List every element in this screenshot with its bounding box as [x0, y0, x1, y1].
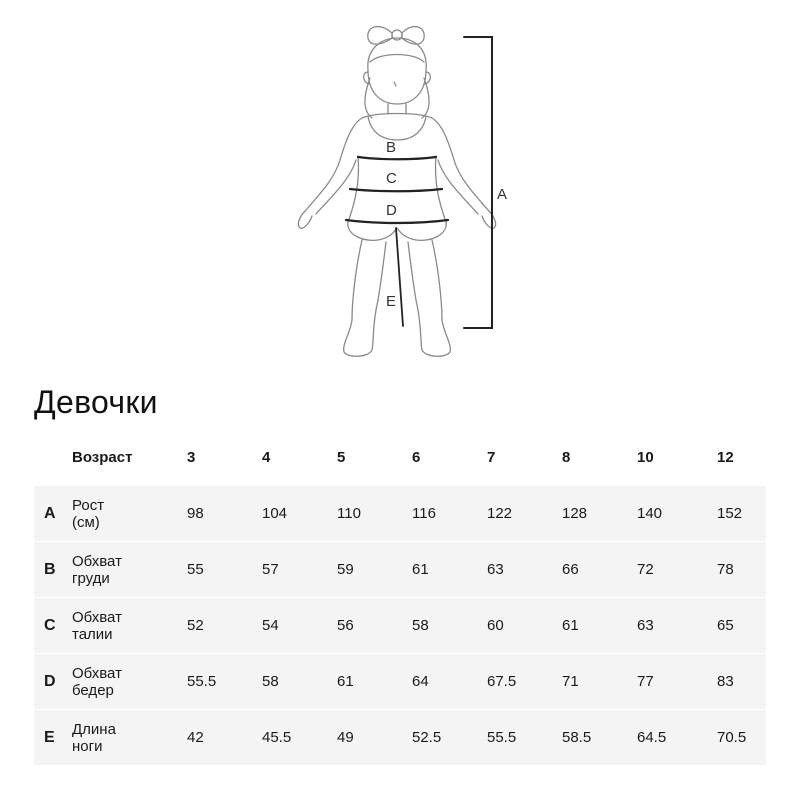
header-age-cell: 10	[637, 448, 654, 466]
neck	[388, 104, 406, 114]
figure-label-a: A	[497, 186, 508, 203]
table-cell: 122	[487, 505, 513, 522]
table-cell: 52	[187, 617, 204, 634]
header-age-cell: 3	[187, 448, 196, 466]
right-leg	[408, 240, 450, 356]
table-cell: 64	[412, 673, 429, 690]
height-bracket	[464, 37, 492, 328]
figure-label-d: D	[386, 202, 397, 219]
figure-label-c: C	[386, 170, 397, 187]
row-letter: E	[44, 728, 55, 746]
size-table	[34, 430, 766, 766]
table-cell: 58.5	[562, 729, 592, 746]
figure-label-e: E	[386, 293, 397, 310]
nose	[394, 82, 396, 86]
table-cell: 58	[412, 617, 429, 634]
right-arm-inner	[438, 160, 478, 214]
table-cell: 152	[717, 505, 743, 522]
table-cell: 63	[637, 617, 654, 634]
table-header-row	[34, 430, 766, 484]
table-cell: 72	[637, 561, 654, 578]
row-label: Обхват груди	[72, 552, 122, 587]
table-cell: 57	[262, 561, 279, 578]
hair-line	[370, 55, 424, 63]
table-cell: 104	[262, 505, 288, 522]
left-leg	[344, 240, 386, 356]
table-cell: 61	[562, 617, 579, 634]
table-cell: 60	[487, 617, 504, 634]
table-cell: 65	[717, 617, 734, 634]
table-cell: 116	[412, 505, 436, 522]
right-arm-outer	[432, 118, 496, 228]
row-letter: A	[44, 504, 56, 522]
header-age-cell: 8	[562, 448, 571, 466]
hair-right	[422, 78, 429, 118]
table-cell: 64.5	[637, 729, 667, 746]
table-cell: 78	[717, 561, 734, 578]
header-age-cell: 5	[337, 448, 346, 466]
table-cell: 61	[337, 673, 354, 690]
table-cell: 42	[187, 729, 204, 746]
table-cell: 77	[637, 673, 654, 690]
table-cell: 83	[717, 673, 734, 690]
table-cell: 49	[337, 729, 354, 746]
row-label: Обхват бедер	[72, 664, 122, 699]
measurement-figure	[0, 0, 800, 370]
table-cell: 128	[562, 505, 588, 522]
table-row	[34, 654, 766, 709]
table-cell: 59	[337, 561, 354, 578]
table-cell: 98	[187, 505, 204, 522]
table-cell: 61	[412, 561, 429, 578]
table-cell: 55.5	[187, 673, 217, 690]
left-arm-inner	[316, 160, 356, 214]
row-label: Рост (см)	[72, 496, 105, 531]
header-age-cell: 4	[262, 448, 271, 466]
row-letter: D	[44, 672, 56, 690]
header-age-label: Возраст	[72, 448, 133, 466]
table-cell: 66	[562, 561, 579, 578]
table-row	[34, 542, 766, 597]
table-cell: 55	[187, 561, 204, 578]
table-cell: 56	[337, 617, 354, 634]
row-label: Обхват талии	[72, 608, 122, 643]
bow-left-loop	[368, 27, 392, 45]
row-letter: C	[44, 616, 56, 634]
table-cell: 58	[262, 673, 279, 690]
table-cell: 45.5	[262, 729, 292, 746]
hip-measure-line	[346, 220, 448, 223]
shoulder-line	[362, 114, 432, 119]
figure-label-b: B	[386, 139, 397, 156]
table-row	[34, 710, 766, 765]
header-age-cell: 7	[487, 448, 496, 466]
row-label: Длина ноги	[72, 720, 116, 755]
table-cell: 140	[637, 505, 663, 522]
table-cell: 67.5	[487, 673, 517, 690]
table-row	[34, 486, 766, 541]
table-cell: 63	[487, 561, 504, 578]
table-cell: 110	[337, 505, 361, 522]
chest-measure-line	[358, 157, 436, 159]
waist-measure-line	[350, 189, 442, 191]
table-cell: 52.5	[412, 729, 442, 746]
left-arm-outer	[298, 118, 362, 228]
table-row	[34, 598, 766, 653]
header-age-cell: 6	[412, 448, 421, 466]
table-cell: 71	[562, 673, 579, 690]
girl-sketch-illustration	[0, 0, 800, 370]
head-outline	[368, 38, 426, 104]
neckline	[368, 116, 426, 140]
page-title: Девочки	[34, 384, 158, 420]
header-age-cell: 12	[717, 448, 734, 466]
leg-measure-line	[396, 228, 403, 326]
table-cell: 54	[262, 617, 279, 634]
row-letter: B	[44, 560, 56, 578]
hair-left	[365, 78, 372, 118]
table-cell: 70.5	[717, 729, 747, 746]
table-cell: 55.5	[487, 729, 517, 746]
